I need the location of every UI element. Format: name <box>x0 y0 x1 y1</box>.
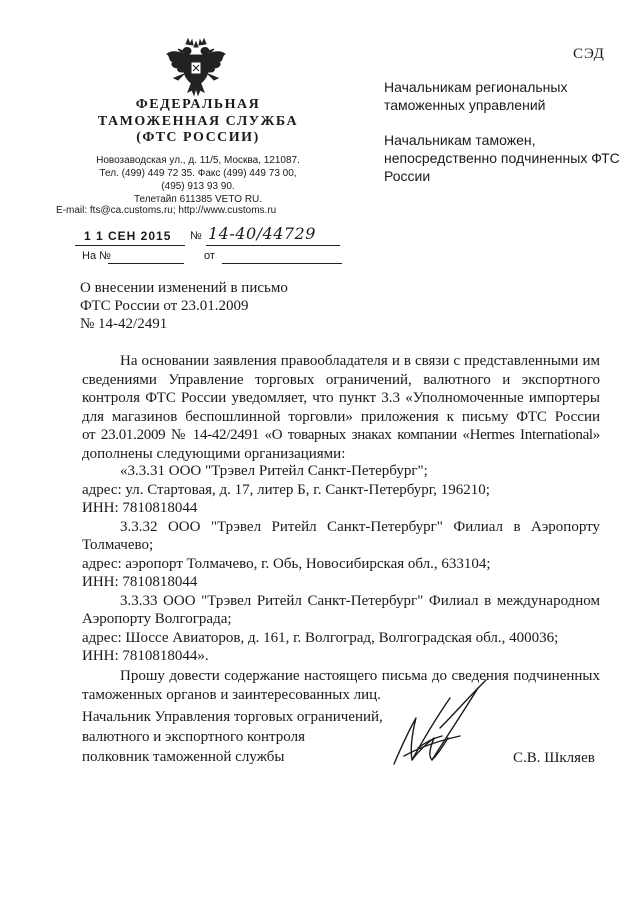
org-name-line-1: ФЕДЕРАЛЬНАЯ <box>135 97 261 112</box>
subject-line: № 14-42/2491 <box>80 316 168 332</box>
position-line: полковник таможенной службы <box>82 749 285 765</box>
number-underline <box>206 245 340 246</box>
organization-list <box>82 462 600 666</box>
list-item: адрес: ул. Стартовая, д. 17, литер Б, г. Санкт-Петербург, 196210; <box>82 481 490 498</box>
body-line: На основании заявления правообладателя и в связи с представленными им <box>120 353 600 369</box>
subject-line: ФТС России от 23.01.2009 <box>80 298 249 314</box>
list-item: 3.3.33 ООО "Трэвел Ритейл Санкт-Петербург" Филиал в международном <box>120 592 600 609</box>
list-item: 3.3.32 ООО "Трэвел Ритейл Санкт-Петербург" Филиал в Аэропорту <box>120 518 600 535</box>
sed-mark: СЭД <box>573 46 605 62</box>
body-line: сведениями Управление торговых ограничений, валютного и экспортного <box>82 371 600 388</box>
handwritten-signature <box>382 668 512 778</box>
body-line: для магазинов беспошлинной торговли» приложения к письму ФТС России <box>82 408 600 425</box>
subject-line: О внесении изменений в письмо <box>80 280 288 296</box>
body-paragraph-2 <box>82 667 600 704</box>
letter-subject <box>80 279 340 333</box>
body-line: от 23.01.2009 № 14-42/2491 «О товарных знаках компании «Hermes International» <box>82 427 600 443</box>
date-underline <box>75 245 185 246</box>
ot-underline <box>222 263 342 264</box>
reference-line <box>60 250 340 266</box>
russian-coat-of-arms-icon <box>164 38 228 98</box>
org-name <box>60 96 336 130</box>
list-item: адрес: аэропорт Толмачево, г. Обь, Новосибирская обл., 633104; <box>82 555 491 572</box>
list-item: «3.3.31 ООО "Трэвел Ритейл Санкт-Петербург"; <box>120 463 428 479</box>
list-item: ИНН: 7810818044 <box>82 500 198 516</box>
phone-line-2: (495) 913 93 90. <box>161 181 235 192</box>
list-item: ИНН: 7810818044 <box>82 574 198 590</box>
teletype-line: Телетайп 611385 VETO RU. <box>133 194 263 205</box>
org-abbreviation: (ФТС РОССИИ) <box>136 130 260 145</box>
registration-line <box>60 224 340 246</box>
signatory-position <box>82 707 422 767</box>
org-name-line-2: ТАМОЖЕННАЯ СЛУЖБА <box>97 114 299 129</box>
org-address <box>60 154 336 206</box>
list-item: ИНН: 7810818044». <box>82 648 209 664</box>
phone-line: Тел. (499) 449 72 35. Факс (499) 449 73 00, <box>99 168 297 179</box>
registration-date: 1 1 СЕН 2015 <box>84 229 172 243</box>
signatory-name: С.В. Шкляев <box>513 750 595 766</box>
na-label: На № <box>82 250 111 262</box>
address-line: Новозаводская ул., д. 11/5, Москва, 121087. <box>96 155 300 166</box>
position-line: валютного и экспортного контроля <box>82 729 305 745</box>
body-line: Прошу довести содержание настоящего письма до сведения подчиненных <box>120 668 600 684</box>
body-line: дополнены следующими организациями: <box>82 445 346 462</box>
position-line: Начальник Управления торговых ограничений, <box>82 709 383 725</box>
body-paragraph-1 <box>82 352 600 463</box>
email-line: E-mail: fts@ca.customs.ru; http://www.customs.ru <box>56 205 277 216</box>
ot-label: от <box>204 250 215 262</box>
addressee-2: Начальникам таможен, непосредственно подчиненных ФТС России <box>384 132 620 184</box>
body-line: контроля ФТС России уведомляет, что пункт 3.3 «Уполномоченные импортеры <box>82 390 600 406</box>
body-line: таможенных органов и заинтересованных лиц. <box>82 686 381 703</box>
list-item: Толмачево; <box>82 537 154 553</box>
registration-number: 14-40/44729 <box>208 224 316 243</box>
reg-no-label: № <box>190 230 202 242</box>
na-underline <box>108 263 184 264</box>
list-item: адрес: Шоссе Авиаторов, д. 161, г. Волгоград, Волгоградская обл., 400036; <box>82 629 559 646</box>
addressee-1: Начальникам региональных таможенных управлений <box>384 79 568 113</box>
list-item: Аэропорту Волгограда; <box>82 611 232 627</box>
